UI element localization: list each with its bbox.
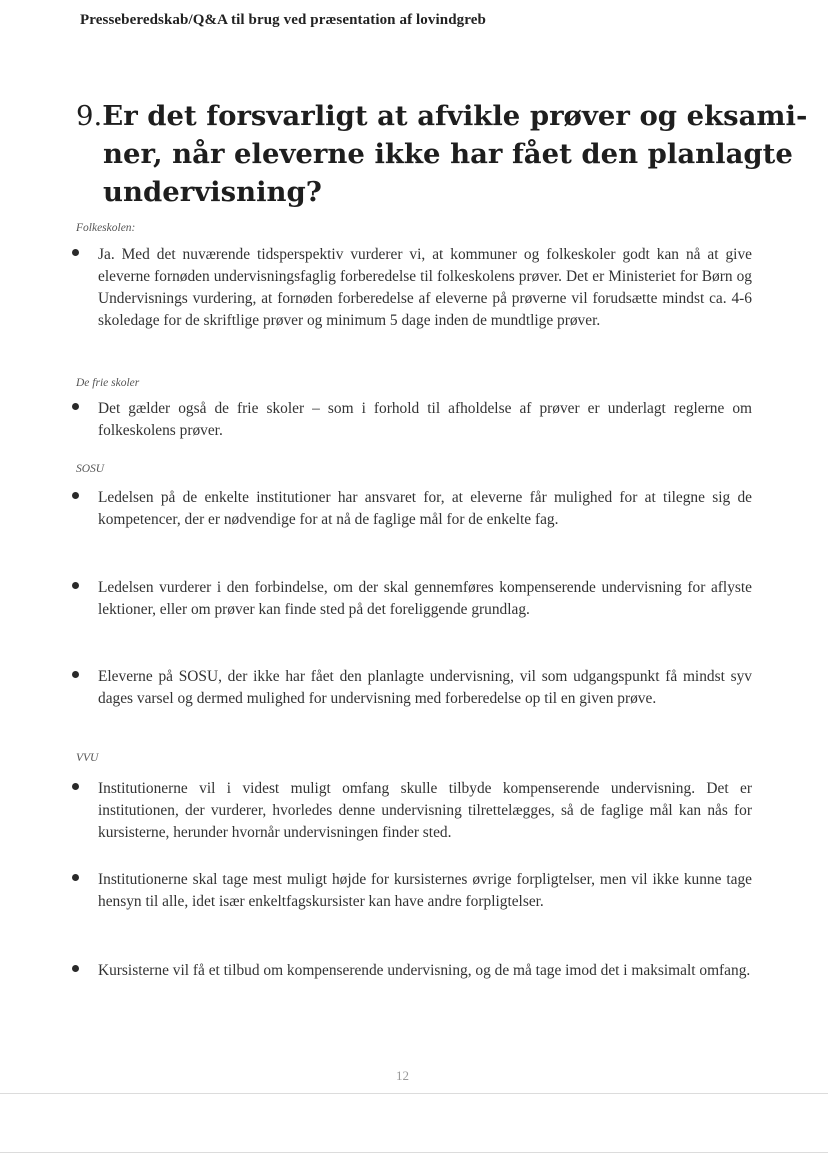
bullet-text: Eleverne på SOSU, der ikke har fået den planlagte undervisning, vil som udgangspunkt få mindst syv dages varsel og dermed mulighed for undervisning med forberedelse op til en given prøve. bbox=[98, 668, 752, 707]
bullet-icon bbox=[72, 582, 79, 589]
question-heading bbox=[76, 97, 808, 211]
list-item bbox=[72, 577, 752, 621]
bullet-icon bbox=[72, 874, 79, 881]
section-label-folkeskolen: Folkeskolen: bbox=[76, 222, 136, 234]
list-item bbox=[72, 244, 752, 332]
bullet-text: Kursisterne vil få et tilbud om kompenserende undervisning, og de må tage imod det i maksimalt omfang. bbox=[98, 962, 751, 979]
question-number: 9. bbox=[76, 100, 103, 132]
bullet-icon bbox=[72, 783, 79, 790]
bullet-text: Institutionerne vil i videst muligt omfang skulle tilbyde kompenserende undervisning. Det er institutionen, der vurderer, hvorledes denne undervisning tilrettelægges, så de faglige mål kan nås for kursisterne, herunder hvornår undervisningen finder sted. bbox=[98, 780, 752, 841]
page-number: 12 bbox=[396, 1068, 409, 1083]
divider bbox=[0, 1152, 828, 1153]
list-item bbox=[72, 960, 752, 982]
list-item bbox=[72, 487, 752, 531]
bullet-icon bbox=[72, 249, 79, 256]
bullet-icon bbox=[72, 671, 79, 678]
bullet-text: Institutionerne skal tage mest muligt højde for kursisternes øvrige forpligtelser, men vil ikke kunne tage hensyn til alle, idet især enkeltfagskursister kan have andre forpligtelser. bbox=[98, 871, 752, 910]
list-item bbox=[72, 666, 752, 710]
bullet-text: Ledelsen vurderer i den forbindelse, om der skal gennemføres kompenserende undervisning for aflyste lektioner, eller om prøver kan finde sted på det foreliggende grundlag. bbox=[98, 579, 752, 618]
question-heading-line-2: ner, når eleverne ikke har fået den planlagte bbox=[103, 138, 793, 170]
bullet-text: Ledelsen på de enkelte institutioner har ansvaret for, at eleverne får mulighed for at tilegne sig de kompetencer, der er nødvendige for at nå de faglige mål for de enkelte fag. bbox=[98, 489, 752, 528]
divider bbox=[0, 1093, 828, 1094]
list-item bbox=[72, 778, 752, 844]
bullet-icon bbox=[72, 492, 79, 499]
list-item bbox=[72, 398, 752, 442]
bullet-icon bbox=[72, 965, 79, 972]
question-text-1: Er det forsvarligt at afvikle prøver og eksami- bbox=[102, 100, 808, 132]
section-label-vvu: VVU bbox=[76, 752, 99, 764]
running-header: Presseberedskab/Q&A til brug ved præsentation af lovindgreb bbox=[80, 12, 486, 28]
bullet-text: Ja. Med det nuværende tidsperspektiv vurderer vi, at kommuner og folkeskoler godt kan nå at give eleverne fornøden undervisningsfaglig forberedelse til folkeskolens prøver. Det er Ministeriet for Børn og Undervisnings vurdering, at fornøden forberedelse af eleverne på prøverne vil forudsætte mindst ca. 4-6 skoledage for de skriftlige prøver og minimum 5 dage inden de mundtlige prøver. bbox=[98, 246, 752, 329]
bullet-text: Det gælder også de frie skoler – som i forhold til afholdelse af prøver er underlagt reglerne om folkeskolens prøver. bbox=[98, 400, 752, 439]
question-heading-line-1 bbox=[76, 97, 808, 135]
bullet-icon bbox=[72, 403, 79, 410]
list-item bbox=[72, 869, 752, 913]
question-heading-line-3: undervisning? bbox=[103, 176, 322, 208]
section-label-frie-skoler: De frie skoler bbox=[76, 377, 140, 389]
section-label-sosu: SOSU bbox=[76, 463, 105, 475]
